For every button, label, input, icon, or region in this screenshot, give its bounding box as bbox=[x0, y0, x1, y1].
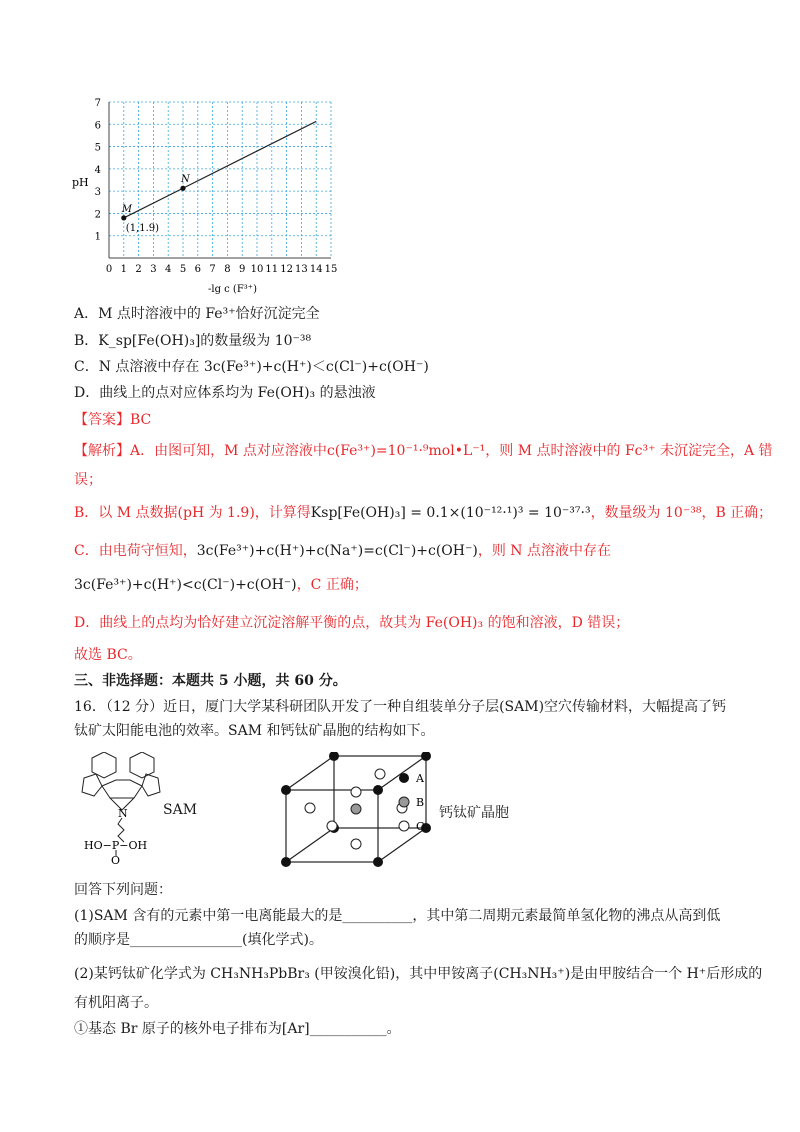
x-axis-label: -lg c (F³⁺) bbox=[208, 284, 257, 295]
x-tick-label: 10 bbox=[250, 264, 264, 275]
legend-a-marker bbox=[399, 773, 409, 783]
y-tick-label: 2 bbox=[94, 209, 101, 221]
option-letter: B． bbox=[74, 333, 99, 349]
x-tick-label: 8 bbox=[224, 264, 231, 275]
option-d bbox=[74, 383, 376, 403]
point-label: M bbox=[121, 203, 133, 215]
x-tick-label: 6 bbox=[194, 264, 201, 275]
x-tick-label: 7 bbox=[209, 264, 216, 275]
analysis-text: B．以 M 点数据(pH 为 1.9)，计算得 bbox=[74, 505, 311, 521]
chart-points bbox=[121, 174, 191, 234]
q16-part1-line2: 的顺序是________________(填化学式)。 bbox=[74, 932, 323, 948]
x-tick-label: 14 bbox=[309, 264, 323, 275]
option-letter: D． bbox=[74, 385, 100, 401]
atom-a bbox=[281, 785, 291, 795]
legend-a-label: A bbox=[416, 772, 424, 785]
q16-line2: 钛矿太阳能电池的效率。SAM 和钙钛矿晶胞的结构如下。 bbox=[74, 723, 435, 739]
y-tick-label: 3 bbox=[94, 187, 101, 199]
analysis-a-line1 bbox=[74, 441, 773, 461]
atom-a bbox=[373, 785, 383, 795]
legend-c-label: C bbox=[416, 820, 425, 833]
y-tick-label: 5 bbox=[94, 142, 101, 154]
analysis-text: ，则 M 点时溶液中的 Fc³⁺ 未沉淀完全，A 错 bbox=[485, 443, 773, 459]
option-text: N 点溶液中存在 3c(Fe³⁺)+c(H⁺)＜c(Cl⁻)+c(OH⁻) bbox=[98, 359, 429, 375]
option-letter: A． bbox=[74, 306, 99, 322]
option-text: M 点时溶液中的 Fe³⁺恰好沉淀完全 bbox=[98, 306, 320, 322]
analysis-text: ，数量级为 10⁻³⁸，B 正确； bbox=[590, 505, 773, 521]
math-expression: c(Fe³⁺)=10⁻¹·⁹mol•L⁻¹ bbox=[326, 443, 486, 459]
atom-c bbox=[351, 787, 361, 797]
q16-line1: 16．（12 分）近日，厦门大学某科研团队开发了一种自组装单分子层(SAM)空穴传输材料，大幅提高了钙 bbox=[74, 699, 727, 715]
x-tick-label: 13 bbox=[295, 264, 308, 275]
math-expression: Ksp[Fe(OH)₃] = 0.1×(10⁻¹²·¹)³ = 10⁻³⁷·³ bbox=[310, 505, 591, 521]
point-m bbox=[121, 215, 126, 220]
q16-part2-line2: 有机阳离子。 bbox=[74, 995, 158, 1011]
analysis-text: D．曲线上的点均为恰好建立沉淀溶解平衡的点，故其为 Fe(OH)₃ 的饱和溶液，D 错误； bbox=[74, 615, 630, 631]
sam-p-group: HO−P−OH bbox=[84, 839, 148, 852]
option-a bbox=[74, 304, 320, 324]
x-tick-label: 3 bbox=[150, 264, 157, 275]
q16-prompt: 回答下列问题： bbox=[74, 882, 172, 898]
series-line bbox=[124, 121, 316, 217]
option-text: K_sp[Fe(OH)₃]的数量级为 10⁻³⁸ bbox=[98, 333, 312, 349]
answer-value: BC bbox=[130, 412, 152, 428]
atom-c bbox=[351, 839, 361, 849]
analysis-text: C．由电荷守恒知， bbox=[74, 543, 197, 559]
option-b bbox=[74, 331, 311, 351]
x-tick-label: 2 bbox=[135, 264, 142, 275]
atom-a bbox=[373, 857, 383, 867]
chart-ticks bbox=[95, 98, 338, 275]
atom-c bbox=[305, 803, 315, 813]
math-expression: 3c(Fe³⁺)+c(H⁺)+c(Na⁺)=c(Cl⁻)+c(OH⁻) bbox=[196, 543, 478, 559]
answer-line bbox=[74, 410, 151, 430]
section-heading: 三、非选择题：本题共 5 小题，共 60 分。 bbox=[74, 673, 347, 689]
y-tick-label: 1 bbox=[94, 231, 101, 243]
x-tick-label: 1 bbox=[120, 264, 127, 275]
option-letter: C． bbox=[74, 359, 99, 375]
legend-b-label: B bbox=[416, 796, 425, 809]
analysis-b bbox=[74, 503, 772, 523]
legend-c-marker bbox=[399, 821, 409, 831]
q16-part2-line1: (2)某钙钛矿化学式为 CH₃NH₃PbBr₃ (甲铵溴化铅)，其中甲铵离子(CH₃NH₃⁺)是由甲胺结合一个 H⁺后形成的 bbox=[74, 966, 763, 982]
analysis-text: 故选 BC。 bbox=[74, 647, 142, 663]
math-expression: 3c(Fe³⁺)+c(H⁺)<c(Cl⁻)+c(OH⁻) bbox=[74, 577, 297, 593]
q16-part1-line1: (1)SAM 含有的元素中第一电离能最大的是__________，其中第二周期元素最简单氢化物的沸点从高到低 bbox=[74, 908, 721, 924]
point-label: N bbox=[181, 174, 190, 186]
chart-axes bbox=[109, 102, 331, 258]
point-n bbox=[180, 186, 185, 191]
chart-grid bbox=[109, 102, 331, 258]
answer-label: 【答案】 bbox=[74, 412, 130, 428]
atom-c bbox=[327, 821, 337, 831]
x-tick-label: 9 bbox=[239, 264, 246, 275]
chart-series bbox=[124, 121, 316, 217]
x-tick-label: 11 bbox=[265, 264, 279, 275]
analysis-d bbox=[74, 613, 629, 633]
atom-a bbox=[421, 752, 431, 761]
x-tick-label: 4 bbox=[165, 264, 172, 275]
option-text: 曲线上的点对应体系均为 Fe(OH)₃ 的悬浊液 bbox=[99, 385, 376, 401]
analysis-conclusion bbox=[74, 645, 142, 665]
y-axis-label: pH bbox=[72, 176, 89, 189]
sam-structure-diagram bbox=[80, 752, 170, 864]
sam-o-label: O bbox=[111, 854, 121, 864]
crystal-legend bbox=[396, 770, 436, 834]
legend-b-marker bbox=[399, 797, 409, 807]
analysis-text: A．由图可知，M 点对应溶液中 bbox=[130, 443, 327, 459]
x-tick-label: 12 bbox=[280, 264, 293, 275]
analysis-c-line1 bbox=[74, 541, 611, 561]
atom-c bbox=[375, 769, 385, 779]
crystal-cell-label: 钙钛矿晶胞 bbox=[439, 805, 509, 821]
y-tick-label: 7 bbox=[94, 98, 101, 109]
analysis-label: 【解析】 bbox=[74, 443, 130, 459]
q16-part2-sub1: ①基态 Br 原子的核外电子排布为[Ar]___________。 bbox=[74, 1021, 401, 1037]
x-tick-label: 0 bbox=[105, 264, 113, 275]
analysis-text: ，C 正确； bbox=[296, 577, 368, 593]
atom-a bbox=[329, 752, 339, 761]
analysis-c-line2 bbox=[74, 575, 368, 595]
x-tick-label: 5 bbox=[179, 264, 187, 275]
sam-n-label: N bbox=[118, 807, 128, 820]
analysis-text: ，则 N 点溶液中存在 bbox=[477, 543, 612, 559]
y-tick-label: 6 bbox=[94, 120, 101, 132]
option-c bbox=[74, 357, 429, 377]
analysis-a-line2 bbox=[74, 470, 102, 490]
atom-b bbox=[351, 804, 361, 814]
x-tick-label: 15 bbox=[324, 264, 338, 275]
atom-a bbox=[281, 857, 291, 867]
sam-label: SAM bbox=[163, 802, 198, 818]
y-tick-label: 4 bbox=[94, 164, 101, 176]
ph-chart bbox=[60, 90, 360, 300]
analysis-text: 误； bbox=[74, 472, 102, 488]
point-annotation: (1,1.9) bbox=[125, 222, 160, 234]
